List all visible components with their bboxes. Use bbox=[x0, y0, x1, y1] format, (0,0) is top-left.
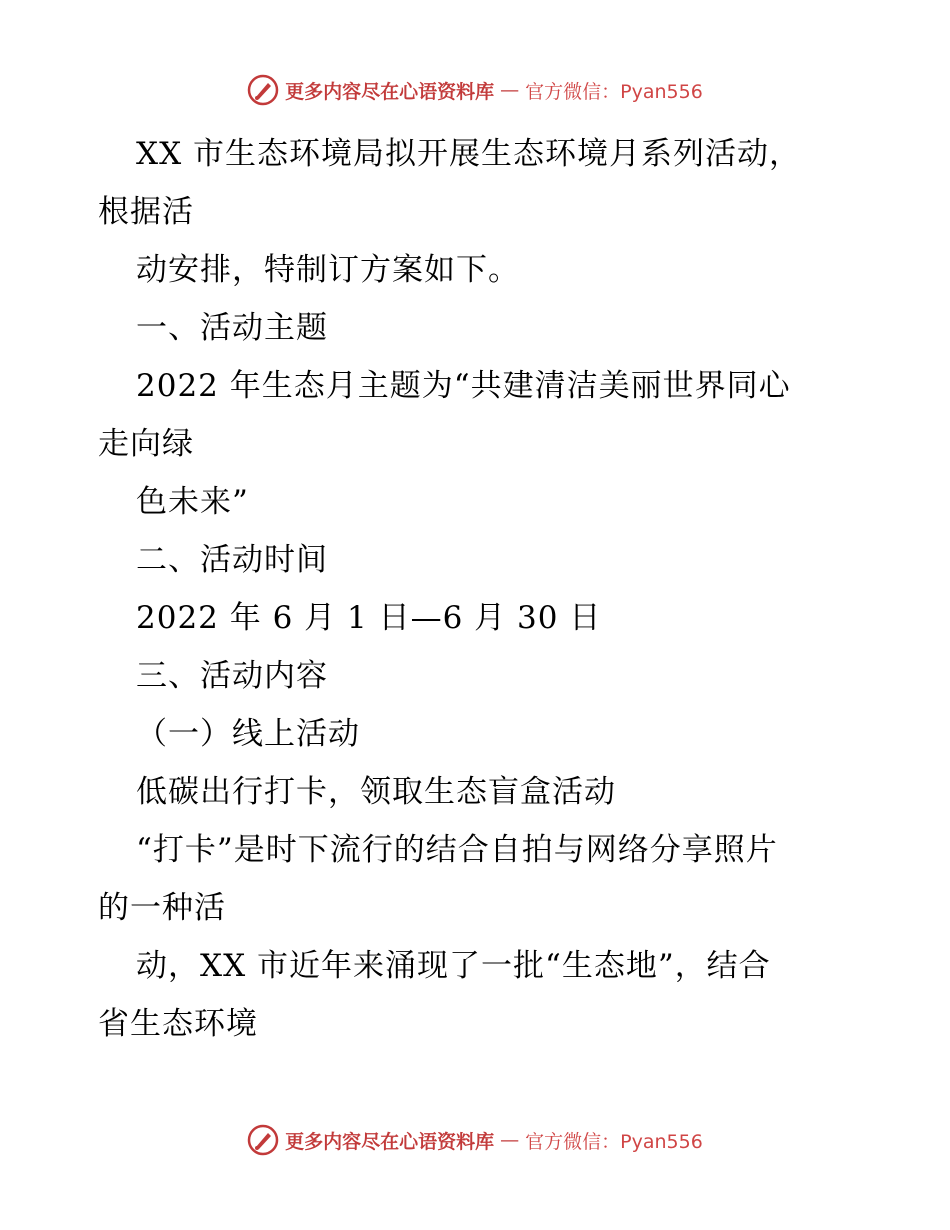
text-line: 低碳出行打卡，领取生态盲盒活动 bbox=[136, 774, 616, 810]
watermark-banner-top bbox=[0, 70, 950, 110]
text-line: “打卡”是时下流行的结合自拍与网络分享照片 bbox=[136, 832, 778, 868]
subsection-heading: （一）线上活动 bbox=[136, 716, 360, 752]
section-heading: 一、活动主题 bbox=[136, 310, 328, 346]
banner-text: 更多内容尽在心语资料库 bbox=[285, 1130, 495, 1153]
text-line: 走向绿 bbox=[98, 426, 194, 462]
text-line: 动，XX 市近年来涌现了一批“生态地”，结合 bbox=[136, 948, 771, 984]
text-line: 根据活 bbox=[98, 194, 194, 230]
text-line: 2022 年 6 月 1 日—6 月 30 日 bbox=[136, 600, 602, 636]
text-line: XX 市生态环境局拟开展生态环境月系列活动， bbox=[136, 136, 801, 172]
text-line: 2022 年生态月主题为“共建清洁美丽世界同心 bbox=[136, 368, 791, 404]
banner-text: 更多内容尽在心语资料库 bbox=[285, 80, 495, 103]
pen-logo-icon bbox=[247, 1124, 279, 1156]
text-line: 动安排，特制订方案如下。 bbox=[136, 252, 520, 288]
document-body bbox=[98, 125, 858, 1053]
text-line: 省生态环境 bbox=[98, 1006, 258, 1042]
pen-logo-icon bbox=[247, 74, 279, 106]
banner-dash: — bbox=[500, 79, 520, 101]
banner-wechat: 官方微信：Pyan556 bbox=[525, 80, 703, 103]
watermark-banner-bottom bbox=[0, 1120, 950, 1160]
section-heading: 二、活动时间 bbox=[136, 542, 328, 578]
section-heading: 三、活动内容 bbox=[136, 658, 328, 694]
banner-dash: — bbox=[500, 1129, 520, 1151]
banner-wechat: 官方微信：Pyan556 bbox=[525, 1130, 703, 1153]
text-line: 色未来” bbox=[136, 484, 249, 520]
text-line: 的一种活 bbox=[98, 890, 226, 926]
